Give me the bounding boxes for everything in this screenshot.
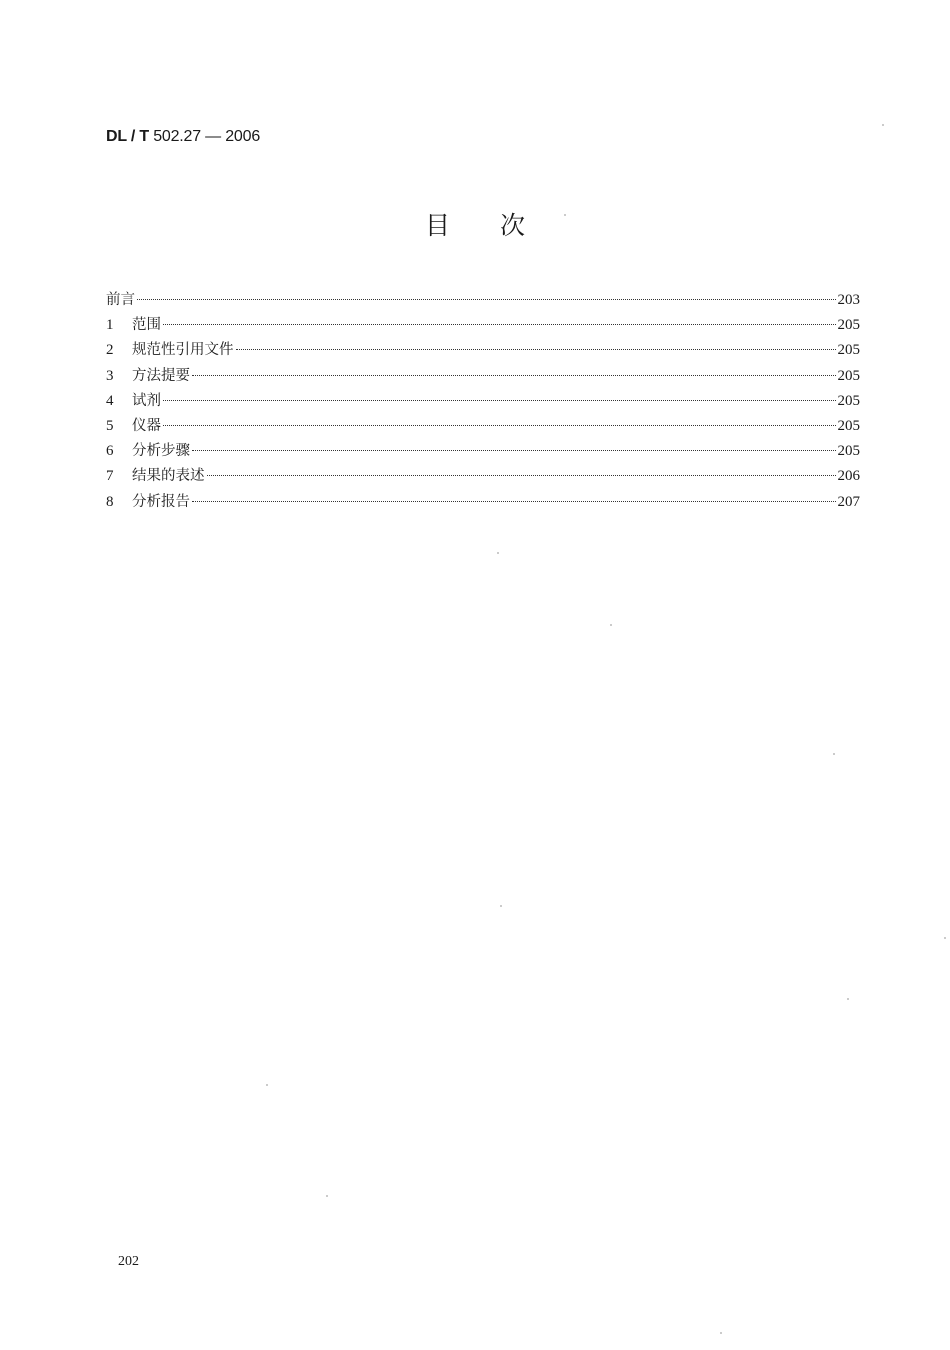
toc-leader-dots [192, 450, 836, 451]
page-number: 202 [118, 1254, 139, 1269]
toc-title-char-1: 目 [424, 211, 450, 240]
toc-entry-number: 7 [106, 468, 114, 485]
toc-entry-number: 2 [106, 342, 114, 359]
toc-entry-label: 结果的表述 [132, 468, 205, 485]
toc-leader-dots [163, 400, 836, 401]
toc-leader-dots [192, 501, 836, 502]
toc-entry-page: 205 [837, 367, 860, 384]
toc-entry-reagents[interactable] [106, 389, 860, 414]
toc-entry-page: 206 [837, 468, 860, 485]
toc-entry-page: 205 [837, 392, 860, 409]
toc-entry-analysis-report[interactable] [106, 490, 860, 515]
toc-entry-normative-references[interactable] [106, 338, 860, 363]
toc-entry-label: 规范性引用文件 [132, 342, 234, 359]
toc-entry-number: 4 [106, 392, 114, 409]
toc-entry-label: 仪器 [132, 417, 161, 434]
toc-entry-page: 205 [837, 317, 860, 334]
toc-entry-number: 6 [106, 443, 114, 460]
toc-entry-page: 205 [837, 417, 860, 434]
toc-entry-analysis-procedure[interactable] [106, 439, 860, 464]
toc-entry-number: 1 [106, 317, 114, 334]
toc-entry-page: 205 [837, 342, 860, 359]
toc-leader-dots [236, 349, 836, 350]
toc-leader-dots [163, 324, 836, 325]
toc-entry-number: 5 [106, 417, 114, 434]
scan-speck [500, 905, 502, 907]
scan-speck [564, 214, 566, 216]
standard-code [106, 128, 260, 146]
toc-entry-label: 方法提要 [132, 367, 190, 384]
toc-entry-page: 203 [837, 292, 860, 308]
toc-entry-number: 3 [106, 367, 114, 384]
toc-leader-dots [207, 475, 836, 476]
toc-list [106, 288, 860, 515]
scan-speck [847, 998, 849, 1000]
toc-title [0, 206, 950, 242]
toc-entry-label: 试剂 [132, 392, 161, 409]
scan-speck [833, 753, 835, 755]
standard-code-number: 502.27 — 2006 [148, 128, 261, 145]
toc-entry-scope[interactable] [106, 313, 860, 338]
toc-entry-label: 范围 [132, 317, 161, 334]
toc-entry-foreword[interactable] [106, 288, 860, 313]
toc-title-char-2: 次 [500, 211, 526, 240]
scan-speck [610, 624, 612, 626]
toc-leader-dots [163, 425, 836, 426]
scan-speck [497, 552, 499, 554]
scan-speck [326, 1195, 328, 1197]
scan-speck [266, 1084, 268, 1086]
toc-entry-method-summary[interactable] [106, 364, 860, 389]
standard-code-prefix: DL / T [106, 128, 149, 145]
toc-entry-number: 8 [106, 493, 114, 510]
toc-entry-label: 分析步骤 [132, 443, 190, 460]
toc-entry-label: 前言 [106, 292, 135, 308]
toc-leader-dots [137, 299, 836, 300]
scan-speck [720, 1332, 722, 1334]
toc-entry-apparatus[interactable] [106, 414, 860, 439]
toc-entry-label: 分析报告 [132, 493, 190, 510]
toc-leader-dots [192, 375, 836, 376]
scan-speck [882, 124, 884, 126]
toc-entry-expression-of-results[interactable] [106, 464, 860, 489]
toc-entry-page: 205 [837, 443, 860, 460]
scan-speck [944, 937, 946, 939]
toc-entry-page: 207 [837, 493, 860, 510]
